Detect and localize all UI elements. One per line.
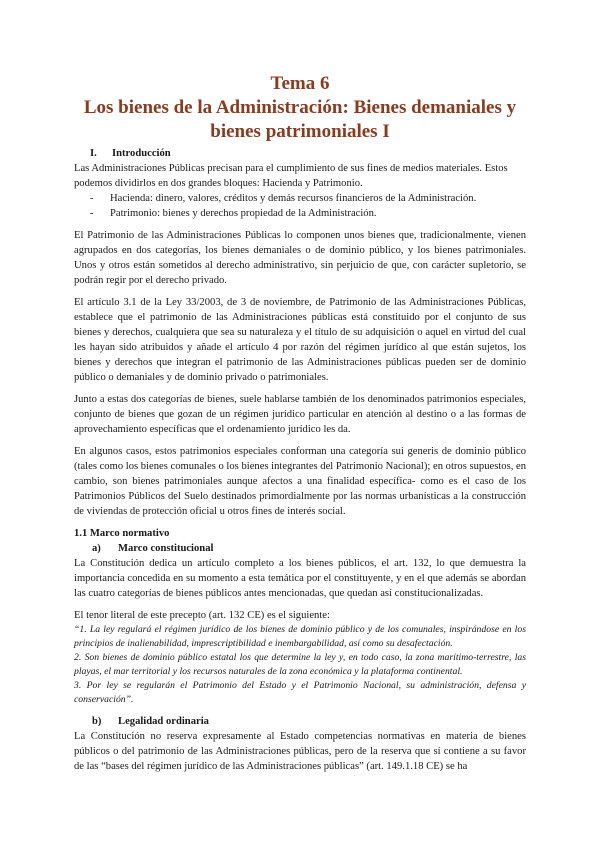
section-heading-introduccion	[74, 146, 526, 161]
quote-art132-2: 2. Son bienes de dominio público estatal los que determine la ley y, en todo caso, la zona marítimo-terrestre, las playas, el mar territorial y los recursos naturales de la zona económica y la plataforma continental.	[74, 652, 526, 677]
doc-title-line3: bienes patrimoniales I	[210, 121, 390, 142]
paragraph-tenor-literal: El tenor literal de este precepto (art. 132 CE) es el siguiente:	[74, 610, 330, 621]
section-number: I.	[90, 148, 97, 159]
intro-line-2: podemos dividirlos en dos grandes bloques: Hacienda y Patrimonio.	[74, 178, 363, 189]
quote-art132-1: “1. La ley regulará el régimen jurídico de los bienes de dominio público y de los comunales, inspirándose en los principios de inalienabilidad, imprescriptibilidad e inembargabilidad, así como su desafectación.	[74, 624, 526, 649]
paragraph-patrimonios-especiales: Junto a estas dos categorías de bienes, suele hablarse también de los denominados patrimonios especiales, conjunto de bienes que gozan de un régimen jurídico particular en atención al destino o a las formas de aprovechamiento específicas que el ordenamiento jurídico les da.	[74, 394, 526, 435]
list-item: - Patrimonio: bienes y derechos propiedad de la Administración.	[90, 206, 526, 221]
list-item: - Hacienda: dinero, valores, créditos y demás recursos financieros de la Administración.	[90, 191, 526, 206]
intro-line-1: Las Administraciones Públicas precisan para el cumplimiento de sus fines de medios materiales. Estos	[74, 163, 508, 174]
intro-bullet-list	[90, 191, 526, 221]
subheading-legalidad-ordinaria	[74, 714, 526, 729]
doc-title-line2: Los bienes de la Administración: Bienes demaniales y	[83, 97, 517, 118]
subheading-title: Marco constitucional	[118, 543, 214, 554]
quote-art132-3: 3. Por ley se regularán el Patrimonio del Estado y el Patrimonio Nacional, su administración, defensa y conservación”.	[74, 680, 526, 705]
doc-title-line1: Tema 6	[270, 73, 330, 94]
paragraph-constitucion: La Constitución dedica un artículo completo a los bienes públicos, el art. 132, lo que demuestra la importancia concedida en su momento a esta temática por el constituyente, y en el que además se abordan las cuatro categorías de bienes públicos antes mencionadas, que quedan así constitucionalizadas.	[74, 558, 526, 599]
subheading-marco-constitucional	[74, 541, 526, 556]
subheading-title: Legalidad ordinaria	[118, 716, 209, 727]
subheading-letter: b)	[92, 716, 102, 727]
paragraph-patrimonio: El Patrimonio de las Administraciones Públicas lo componen unos bienes que, tradicionalmente, vienen agrupados en dos categorías, los bienes demaniales o de dominio público, y los bienes patrimoniales. Unos y otros están sometidos al derecho administrativo, sin perjuicio de que, con carácter supletorio, se podrán regir por el derecho privado.	[74, 230, 526, 286]
section-title: Introducción	[112, 148, 171, 159]
paragraph-legalidad: La Constitución no reserva expresamente al Estado competencias normativas en materia de bienes públicos o del patrimonio de las Administraciones públicas, pero de la reserva que sí contiene a su favor de las “bases del régimen jurídico de las Administraciones públicas” (art. 149.1.18 CE) se ha	[74, 731, 526, 772]
subsection-heading-marco-normativo: 1.1 Marco normativo	[74, 528, 170, 539]
paragraph-sui-generis: En algunos casos, estos patrimonios especiales conforman una categoría sui generis de dominio público (tales como los bienes comunales o los bienes integrantes del Patrimonio Nacional); en otros supuestos, en cambio, son bienes patrimoniales aunque afectos a una finalidad específica- como es el caso de los Patrimonios Públicos del Suelo destinados primordialmente por las normas urbanísticas a la construcción de viviendas de protección oficial u otros fines de interés social.	[74, 446, 526, 517]
subheading-letter: a)	[92, 543, 101, 554]
paragraph-articulo-3: El artículo 3.1 de la Ley 33/2003, de 3 de noviembre, de Patrimonio de las Administraciones Públicas, establece que el patrimonio de las Administraciones públicas está constituido por el conjunto de sus bienes y derechos, cualquiera que sea su naturaleza y el título de su adquisición o aquel en virtud del cual les hayan sido atribuidos y añade el artículo 4 por razón del régimen jurídico al que están sujetos, los bienes y derechos que integran el patrimonio de las Administraciones públicas pueden ser de dominio público o demaniales y de dominio privado o patrimoniales.	[74, 297, 526, 383]
